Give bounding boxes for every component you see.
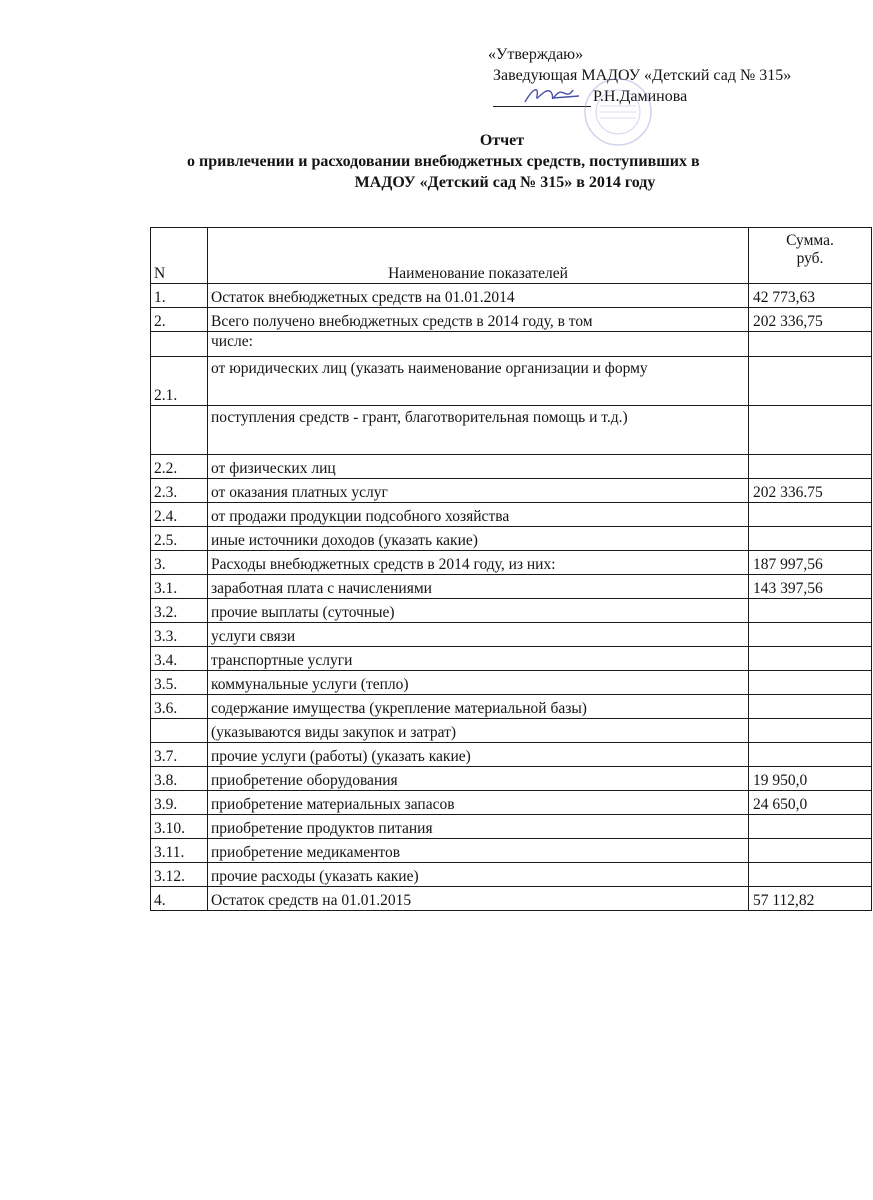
row-sum: 19 950,0 [749,767,872,791]
header-sum-line2: руб. [796,250,824,267]
table-row [151,357,872,406]
table-row [151,575,872,599]
row-name: поступления средств - грант, благотворительная помощь и т.д.) [208,406,749,455]
title-organization: МАДОУ «Детский сад № 315» в 2014 году [354,174,656,191]
row-sum: 42 773,63 [749,284,872,308]
row-sum [749,503,872,527]
row-sum [749,406,872,455]
row-name: коммунальные услуги (тепло) [208,671,749,695]
row-name: транспортные услуги [208,647,749,671]
row-num: 3.11. [151,839,208,863]
table-row [151,332,872,357]
row-name: от юридических лиц (указать наименование организации и форму [208,357,749,406]
table-row [151,767,872,791]
row-name: от оказания платных услуг [208,479,749,503]
table-row [151,406,872,455]
row-num: 2. [151,308,208,332]
table-row [151,479,872,503]
row-sum [749,599,872,623]
row-num: 3.6. [151,695,208,719]
row-num: 3.1. [151,575,208,599]
table-header-row [151,228,872,284]
row-num: 3.4. [151,647,208,671]
row-name: услуги связи [208,623,749,647]
header-name: Наименование показателей [208,228,749,284]
row-name: содержание имущества (укрепление материальной базы) [208,695,749,719]
row-name: приобретение оборудования [208,767,749,791]
row-num: 3.7. [151,743,208,767]
row-name: (указываются виды закупок и затрат) [208,719,749,743]
row-sum [749,863,872,887]
row-num: 3.8. [151,767,208,791]
row-name: прочие услуги (работы) (указать какие) [208,743,749,767]
table-row [151,308,872,332]
row-name: Расходы внебюджетных средств в 2014 году, из них: [208,551,749,575]
row-sum [749,839,872,863]
row-sum: 202 336,75 [749,308,872,332]
row-sum: 187 997,56 [749,551,872,575]
row-num [151,332,208,357]
header-num: N [151,228,208,284]
signature-underline [493,90,591,107]
table-row [151,599,872,623]
table-row [151,791,872,815]
row-sum [749,357,872,406]
row-num: 2.2. [151,455,208,479]
row-num [151,406,208,455]
title-main: Отчет [479,132,525,149]
row-name: от продажи продукции подсобного хозяйства [208,503,749,527]
approval-title: «Утверждаю» [488,46,584,63]
row-num: 2.1. [151,357,208,406]
row-num: 3. [151,551,208,575]
row-sum: 143 397,56 [749,575,872,599]
row-num: 2.5. [151,527,208,551]
header-sum-line1: Сумма. [786,232,834,249]
table-row [151,743,872,767]
row-sum [749,815,872,839]
table-row [151,815,872,839]
row-num: 1. [151,284,208,308]
table-row [151,863,872,887]
row-num: 3.12. [151,863,208,887]
table-row [151,623,872,647]
row-num [151,719,208,743]
row-name: приобретение медикаментов [208,839,749,863]
row-name: приобретение продуктов питания [208,815,749,839]
table-row [151,887,872,911]
signer-name: Р.Н.Даминова [593,88,688,105]
row-sum: 57 112,82 [749,887,872,911]
row-name: Остаток средств на 01.01.2015 [208,887,749,911]
table-row [151,551,872,575]
table-row [151,839,872,863]
row-name: иные источники доходов (указать какие) [208,527,749,551]
table-row [151,695,872,719]
row-sum [749,623,872,647]
row-sum [749,671,872,695]
row-sum [749,695,872,719]
row-sum [749,719,872,743]
report-table [150,227,872,911]
row-sum [749,647,872,671]
row-num: 3.3. [151,623,208,647]
row-sum [749,332,872,357]
table-row [151,719,872,743]
row-sum [749,455,872,479]
report-title [150,130,870,193]
row-sum: 24 650,0 [749,791,872,815]
row-name: числе: [208,332,749,357]
row-num: 3.2. [151,599,208,623]
table-row [151,455,872,479]
row-name: прочие выплаты (суточные) [208,599,749,623]
row-name: прочие расходы (указать какие) [208,863,749,887]
row-sum [749,527,872,551]
row-sum [749,743,872,767]
row-num: 2.3. [151,479,208,503]
title-subtitle: о привлечении и расходовании внебюджетных средств, поступивших в [187,153,700,170]
row-sum: 202 336.75 [749,479,872,503]
table-row [151,671,872,695]
row-name: приобретение материальных запасов [208,791,749,815]
row-num: 3.9. [151,791,208,815]
table-row [151,503,872,527]
row-name: от физических лиц [208,455,749,479]
row-name: Всего получено внебюджетных средств в 2014 году, в том [208,308,749,332]
row-num: 2.4. [151,503,208,527]
header-sum [749,228,872,284]
approval-position: Заведующая МАДОУ «Детский сад № 315» [493,67,792,84]
row-num: 3.10. [151,815,208,839]
table-row [151,284,872,308]
table-row [151,527,872,551]
row-name: заработная плата с начислениями [208,575,749,599]
handwritten-signature [523,82,583,108]
row-name: Остаток внебюджетных средств на 01.01.2014 [208,284,749,308]
row-num: 3.5. [151,671,208,695]
row-num: 4. [151,887,208,911]
table-row [151,647,872,671]
